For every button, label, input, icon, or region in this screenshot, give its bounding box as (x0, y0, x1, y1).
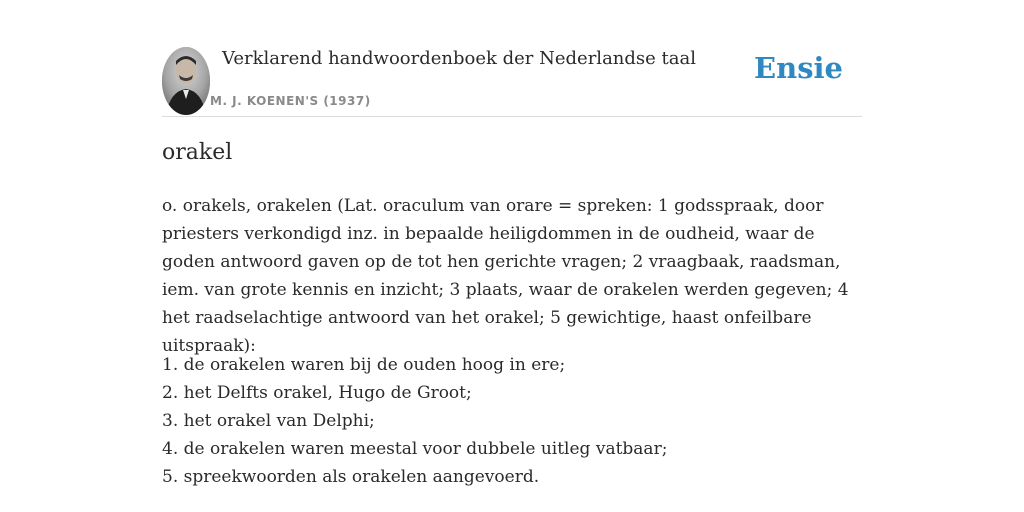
author-portrait-icon (162, 47, 210, 115)
header (162, 44, 862, 117)
author-portrait (162, 47, 210, 115)
example-item: 5. spreekwoorden als orakelen aangevoerd. (162, 467, 540, 487)
page (162, 0, 862, 512)
example-item: 3. het orakel van Delphi; (162, 411, 375, 431)
example-item: 4. de orakelen waren meestal voor dubbele uitleg vatbaar; (162, 439, 668, 459)
entry-examples (162, 351, 862, 491)
brand-logo-link[interactable]: Ensie (754, 51, 843, 85)
entry-headword: orakel (162, 140, 233, 165)
entry-definition: o. orakels, orakelen (Lat. oraculum van orare = spreken: 1 godsspraak, door priesters verkondigd inz. in bepaalde heiligdommen in de oudheid, waar de goden antwoord gaven op de tot hen gerichte vragen; 2 vraagbaak, raadsman, iem. van grote kennis en inzicht; 3 plaats, waar de orakelen werden gegeven; 4 het raadselachtige antwoord van het orakel; 5 gewichtige, haast onfeilbare uitspraak): (162, 196, 849, 356)
example-item: 2. het Delfts orakel, Hugo de Groot; (162, 383, 472, 403)
dictionary-title: Verklarend handwoordenboek der Nederlandse taal (222, 48, 696, 69)
dictionary-author: M. J. KOENEN'S (1937) (210, 94, 371, 108)
example-item: 1. de orakelen waren bij de ouden hoog in ere; (162, 355, 566, 375)
